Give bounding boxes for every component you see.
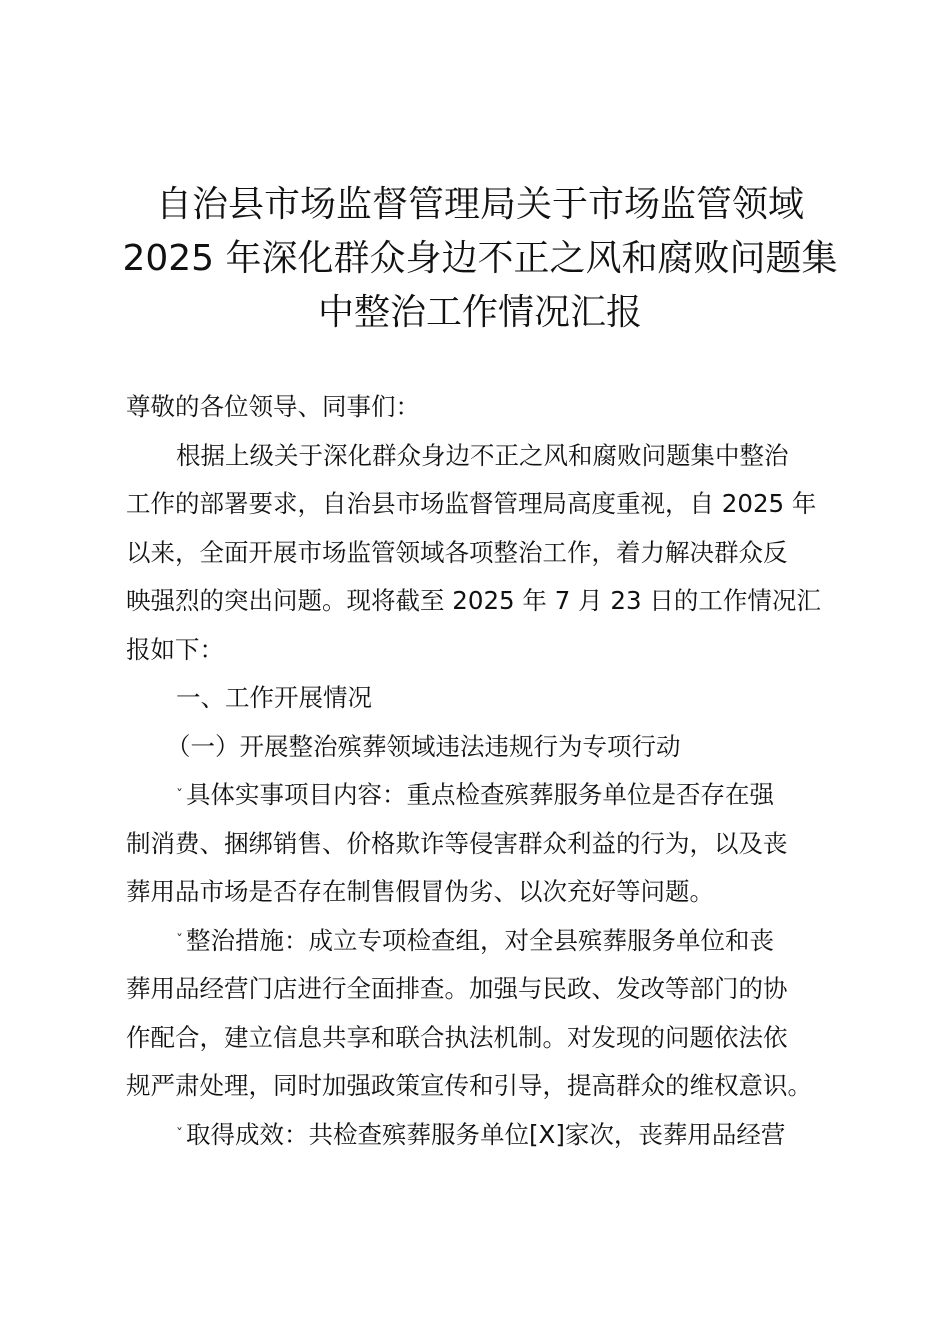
bullet-mark: ˇ xyxy=(176,787,183,804)
bullet-paragraph-line xyxy=(126,1111,836,1160)
paragraph-line: 作配合，建立信息共享和联合执法机制。对发现的问题依法依 xyxy=(126,1022,788,1052)
bullet-text: 整治措施：成立专项检查组，对全县殡葬服务单位和丧 xyxy=(186,925,774,955)
document-title xyxy=(120,178,840,340)
title-line-2: 2025 年深化群众身边不正之风和腐败问题集 xyxy=(122,238,838,279)
bullet-mark: ˇ xyxy=(176,933,183,950)
bullet-text: 取得成效：共检查殡葬服务单位[X]家次，丧葬用品经营 xyxy=(186,1119,786,1149)
bullet-paragraph-line xyxy=(126,917,836,966)
document-body xyxy=(126,383,836,1159)
paragraph-line: 映强烈的突出问题。现将截至 2025 年 7 月 23 日的工作情况汇 xyxy=(126,586,821,615)
section-heading: 一、工作开展情况 xyxy=(176,683,372,712)
subsection-heading: （一）开展整治殡葬领域违法违规行为专项行动 xyxy=(166,731,681,761)
paragraph-line: 制消费、捆绑销售、价格欺诈等侵害群众利益的行为，以及丧 xyxy=(126,828,788,858)
bullet-text: 具体实事项目内容：重点检查殡葬服务单位是否存在强 xyxy=(186,780,774,809)
bullet-mark: ˇ xyxy=(176,1127,183,1144)
paragraph-line: 工作的部署要求，自治县市场监督管理局高度重视，自 2025 年 xyxy=(126,489,817,518)
paragraph-line: 以来，全面开展市场监管领域各项整治工作，着力解决群众反 xyxy=(126,537,788,567)
paragraph-line: 报如下： xyxy=(126,634,224,664)
paragraph-line: 葬用品经营门店进行全面排查。加强与民政、发改等部门的协 xyxy=(126,974,788,1003)
salutation: 尊敬的各位领导、同事们： xyxy=(126,392,420,421)
paragraph-line: 葬用品市场是否存在制售假冒伪劣、以次充好等问题。 xyxy=(126,877,714,906)
title-line-3: 中整治工作情况汇报 xyxy=(317,292,642,333)
paragraph-line: 规严肃处理，同时加强政策宣传和引导，提高群众的维权意识。 xyxy=(126,1071,812,1100)
bullet-paragraph-line xyxy=(126,771,836,820)
paragraph-line: 根据上级关于深化群众身边不正之风和腐败问题集中整治 xyxy=(176,440,789,470)
title-line-1: 自治县市场监督管理局关于市场监管领域 xyxy=(155,184,804,225)
